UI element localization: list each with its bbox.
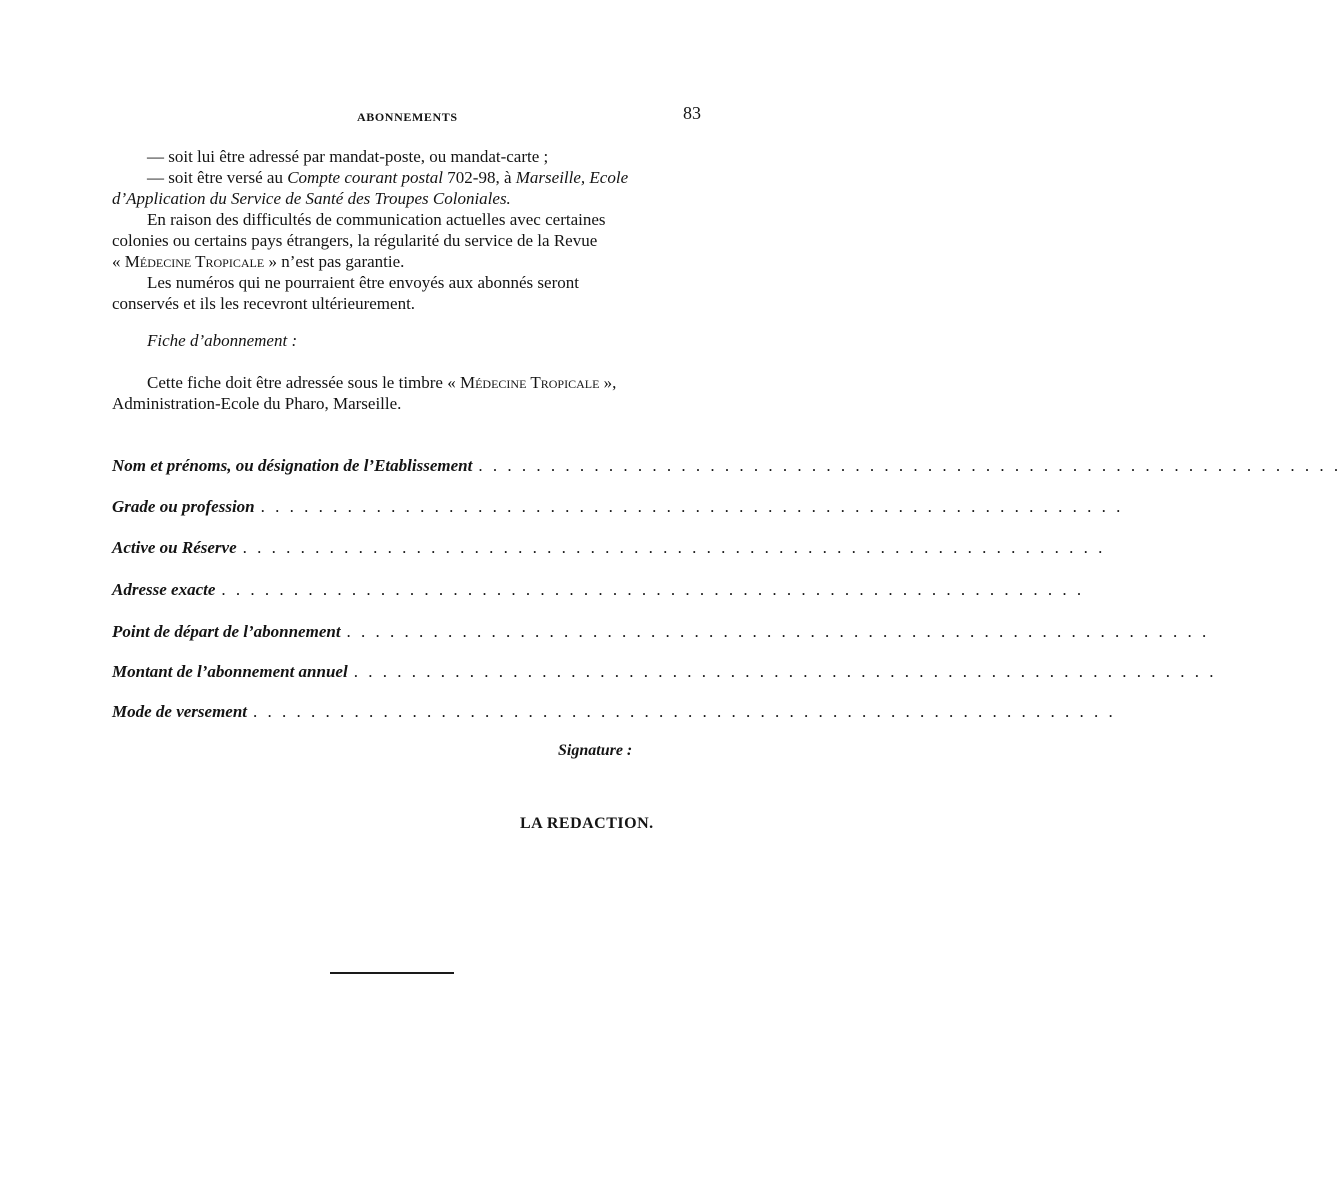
signature-label: Signature :: [558, 742, 633, 759]
text-run-italic: Marseille, Ecole: [515, 168, 629, 187]
field-label: Point de départ de l’abonnement: [112, 622, 341, 641]
journal-name: Médecine Tropicale: [124, 252, 265, 271]
page-number: 83: [683, 103, 701, 123]
closing-signoff: LA REDACTION.: [520, 815, 654, 832]
text-run: Cette fiche doit être adressée sous le timbre «: [147, 373, 460, 392]
form-field-payment-mode[interactable]: [112, 702, 1116, 724]
running-header: ABONNEMENTS: [357, 110, 458, 124]
dotted-leader: . . . . . . . . . . . . . . . . . . . . . . . . . . . . . . . . . . . . . . . . . . . . . . . . . . . . . . . . . . . .: [260, 497, 1124, 516]
paragraph-line-9: [147, 373, 616, 393]
field-label: Adresse exacte: [112, 580, 216, 599]
paragraph-line-3: [112, 189, 511, 209]
form-field-address[interactable]: [112, 580, 1085, 602]
fiche-heading: [147, 331, 297, 351]
dotted-leader: . . . . . . . . . . . . . . . . . . . . . . . . . . . . . . . . . . . . . . . . . . . . . . . . . . . . . . . . . . . .: [478, 456, 1341, 475]
field-label: Mode de versement: [112, 702, 248, 721]
paragraph-line-6: [112, 252, 404, 272]
dotted-leader: . . . . . . . . . . . . . . . . . . . . . . . . . . . . . . . . . . . . . . . . . . . . . . . . . . . . . . . . . . . .: [221, 580, 1085, 599]
text-run: 702-98, à: [443, 168, 516, 187]
text-run-italic: Fiche d’abonnement :: [147, 331, 298, 350]
field-label: Active ou Réserve: [112, 538, 237, 557]
text-run: »,: [599, 373, 617, 392]
text-run-italic: d’Application du Service de Santé des Troupes Coloniales.: [112, 189, 511, 208]
field-label: Montant de l’abonnement annuel: [112, 662, 348, 681]
horizontal-rule: [330, 972, 454, 974]
paragraph-line-4: En raison des difficultés de communication actuelles avec certaines: [147, 210, 606, 229]
journal-name: Médecine Tropicale: [459, 373, 600, 392]
dotted-leader: . . . . . . . . . . . . . . . . . . . . . . . . . . . . . . . . . . . . . . . . . . . . . . . . . . . . . . . . . . . .: [346, 622, 1210, 641]
dotted-leader: . . . . . . . . . . . . . . . . . . . . . . . . . . . . . . . . . . . . . . . . . . . . . . . . . . . . . . . . . . . .: [242, 538, 1106, 557]
paragraph-line-8: conservés et ils les recevront ultérieurement.: [112, 294, 416, 313]
text-run: » n’est pas garantie.: [264, 252, 405, 271]
field-label: Grade ou profession: [112, 497, 255, 516]
paragraph-line-5: colonies ou certains pays étrangers, la régularité du service de la Revue: [112, 231, 598, 250]
paragraph-line-7: Les numéros qui ne pourraient être envoyés aux abonnés seront: [147, 273, 579, 292]
text-run: — soit être versé au: [147, 168, 288, 187]
paragraph-line-10: Administration-Ecole du Pharo, Marseille.: [112, 394, 402, 413]
dotted-leader: . . . . . . . . . . . . . . . . . . . . . . . . . . . . . . . . . . . . . . . . . . . . . . . . . . . . . . . . . . . .: [253, 702, 1116, 721]
paragraph-line-2: [147, 168, 628, 188]
form-field-amount[interactable]: [112, 662, 1217, 684]
form-field-start-point[interactable]: [112, 622, 1210, 644]
field-label: Nom et prénoms, ou désignation de l’Etablissement: [112, 456, 473, 475]
form-field-grade[interactable]: [112, 497, 1124, 519]
text-run-italic: Compte courant postal: [287, 168, 444, 187]
form-field-name[interactable]: [112, 456, 1341, 478]
paragraph-line-1: — soit lui être adressé par mandat-poste, ou mandat-carte ;: [147, 147, 549, 166]
form-field-active-reserve[interactable]: [112, 538, 1106, 560]
dotted-leader: . . . . . . . . . . . . . . . . . . . . . . . . . . . . . . . . . . . . . . . . . . . . . . . . . . . . . . . . . . . .: [353, 662, 1217, 681]
text-run: «: [112, 252, 125, 271]
